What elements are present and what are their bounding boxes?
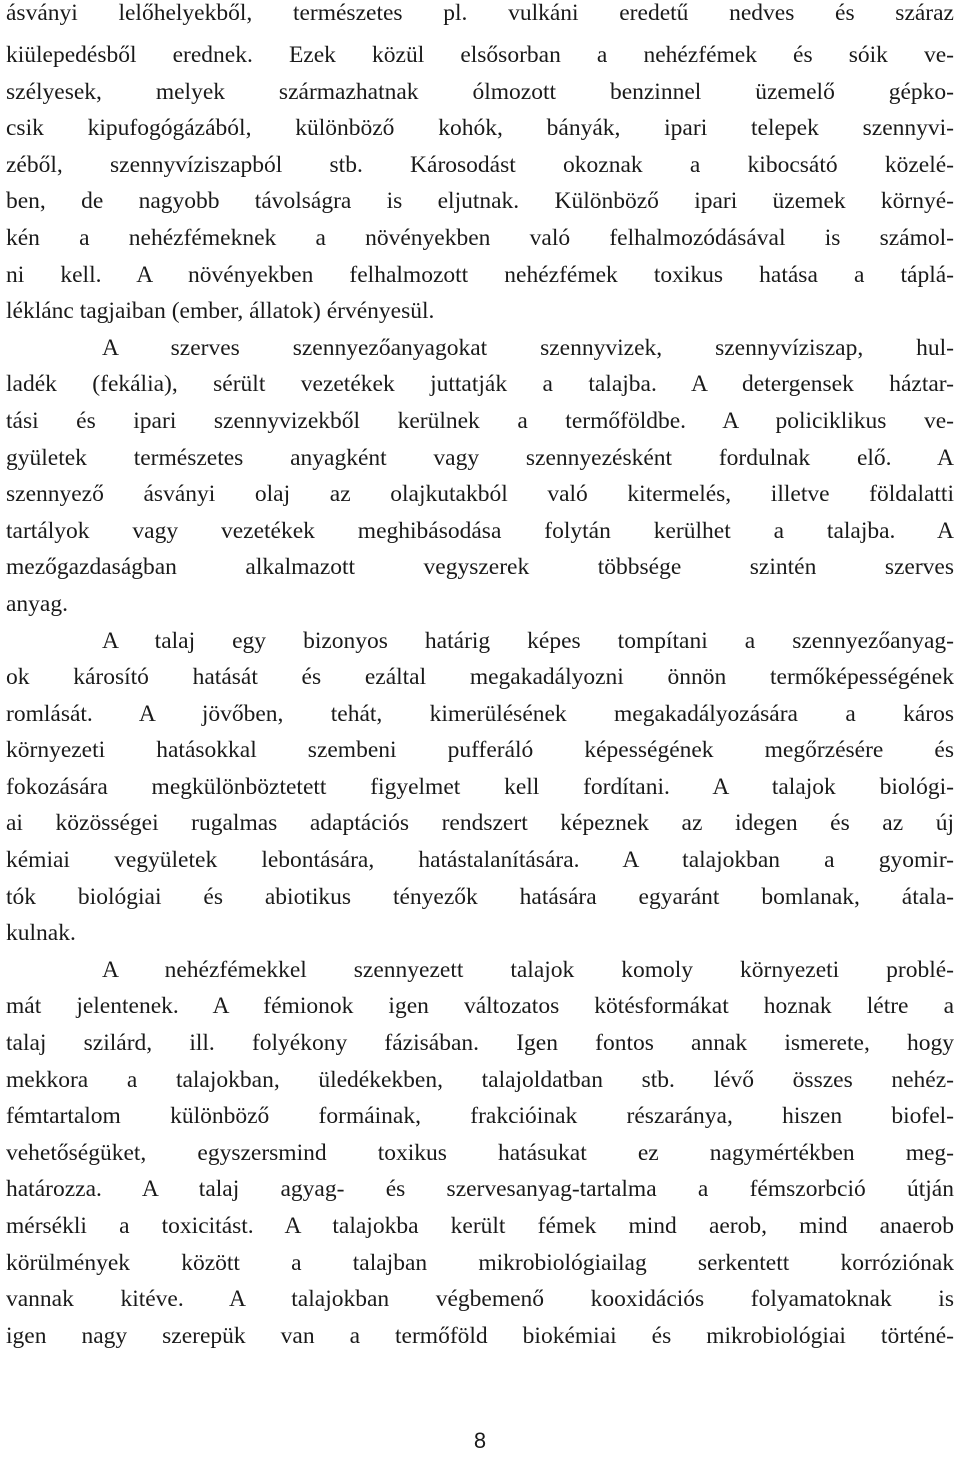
text-line: ni kell. A növényekben felhalmozott nehézfémek toxikus hatása a táplá- — [6, 261, 954, 288]
text-line: mérsékli a toxicitást. A talajokba került fémek mind aerob, mind anaerob — [6, 1213, 954, 1239]
text-line: talaj szilárd, ill. folyékony fázisában. Igen fontos annak ismerete, hogy — [6, 1030, 954, 1057]
text-line: vehetőségüket, egyszersmind toxikus hatásukat ez nagymértékben meg- — [6, 1139, 954, 1166]
text-line: léklánc tagjaiban (ember, állatok) érvényesül. — [6, 298, 435, 325]
text-line: tartályok vagy vezetékek meghibásodása folytán kerülhet a talajba. A — [6, 517, 954, 544]
text-line: tási és ipari szennyvizekből kerülnek a termőföldbe. A policiklikus ve- — [6, 407, 954, 434]
text-line: kémiai vegyületek lebontására, hatástalanítására. A talajokban a gyomir- — [6, 847, 954, 874]
text-line: mekkora a talajokban, üledékekben, talajoldatban stb. lévő összes nehéz- — [6, 1066, 954, 1093]
text-line: romlását. A jövőben, tehát, kimerülésének megakadályozására a káros — [6, 700, 954, 727]
text-line: gyületek természetes anyagként vagy szennyezésként fordulnak elő. A — [6, 444, 954, 471]
text-line: A talaj egy bizonyos határig képes tompítani a szennyezőanyag- — [102, 627, 954, 654]
text-line: zéből, szennyvíziszapból stb. Károsodást okoznak a kibocsátó közelé- — [6, 151, 954, 178]
text-line: ben, de nagyobb távolságra is eljutnak. Különböző ipari üzemek környé- — [6, 188, 954, 215]
text-line: igen nagy szerepük van a termőföld biokémiai és mikrobiológiai történé- — [6, 1322, 954, 1349]
paragraph — [6, 952, 954, 1355]
page-number: 8 — [473, 1428, 487, 1453]
text-line: határozza. A talaj agyag- és szervesanyag-tartalma a fémszorbció útján — [6, 1176, 954, 1203]
text-line: A nehézfémekkel szennyezett talajok komoly környezeti problé- — [102, 956, 954, 983]
text-line: körülmények között a talajban mikrobiológiailag serkentett korróziónak — [6, 1249, 954, 1276]
text-line: mezőgazdaságban alkalmazott vegyszerek többsége szintén szerves — [6, 554, 954, 581]
text-line: csik kipufogógázából, különböző kohók, bányák, ipari telepek szennyvi- — [6, 115, 954, 142]
paragraph — [6, 330, 954, 623]
text-line: tók biológiai és abiotikus tényezők hatására egyaránt bomlanak, átala- — [6, 883, 954, 910]
text-line: vannak kitéve. A talajokban végbemenő kooxidációs folyamatoknak is — [6, 1286, 954, 1313]
paragraph — [6, 0, 954, 330]
text-line: anyag. — [6, 590, 68, 617]
body-text — [6, 0, 954, 1354]
text-line: A szerves szennyezőanyagokat szennyvizek, szennyvíziszap, hul- — [102, 334, 954, 361]
text-line: fokozására megkülönböztetett figyelmet kell fordítani. A talajok biológi- — [6, 773, 954, 800]
text-line: kiülepedésből erednek. Ezek közül elsősorban a nehézfémek és sóik ve- — [6, 42, 954, 68]
text-line: kén a nehézfémeknek a növényekben való felhalmozódásával is számol- — [6, 224, 954, 251]
text-line: kulnak. — [6, 920, 76, 947]
text-line: szennyező ásványi olaj az olajkutakból való kitermelés, illetve földalatti — [6, 481, 954, 508]
text-line: környezeti hatásokkal szembeni pufferáló képességének megőrzésére és — [6, 737, 954, 764]
text-line: ladék (fekália), sérült vezetékek juttatják a talajba. A detergensek háztar- — [6, 371, 954, 398]
text-line: ok károsító hatását és ezáltal megakadályozni önnön termőképességének — [6, 664, 954, 691]
text-line: ásványi lelőhelyekből, természetes pl. vulkáni eredetű nedves és száraz — [6, 0, 954, 26]
text-line: szélyesek, melyek származhatnak ólmozott benzinnel üzemelő gépko- — [6, 78, 954, 105]
text-line: ai közösségei rugalmas adaptációs rendszert képeznek az idegen és az új — [6, 810, 954, 837]
paragraph — [6, 623, 954, 952]
text-line: mát jelentenek. A fémionok igen változatos kötésformákat hoznak létre a — [6, 993, 954, 1020]
text-line: fémtartalom különböző formáinak, frakcióinak részaránya, hiszen biofel- — [6, 1103, 954, 1130]
